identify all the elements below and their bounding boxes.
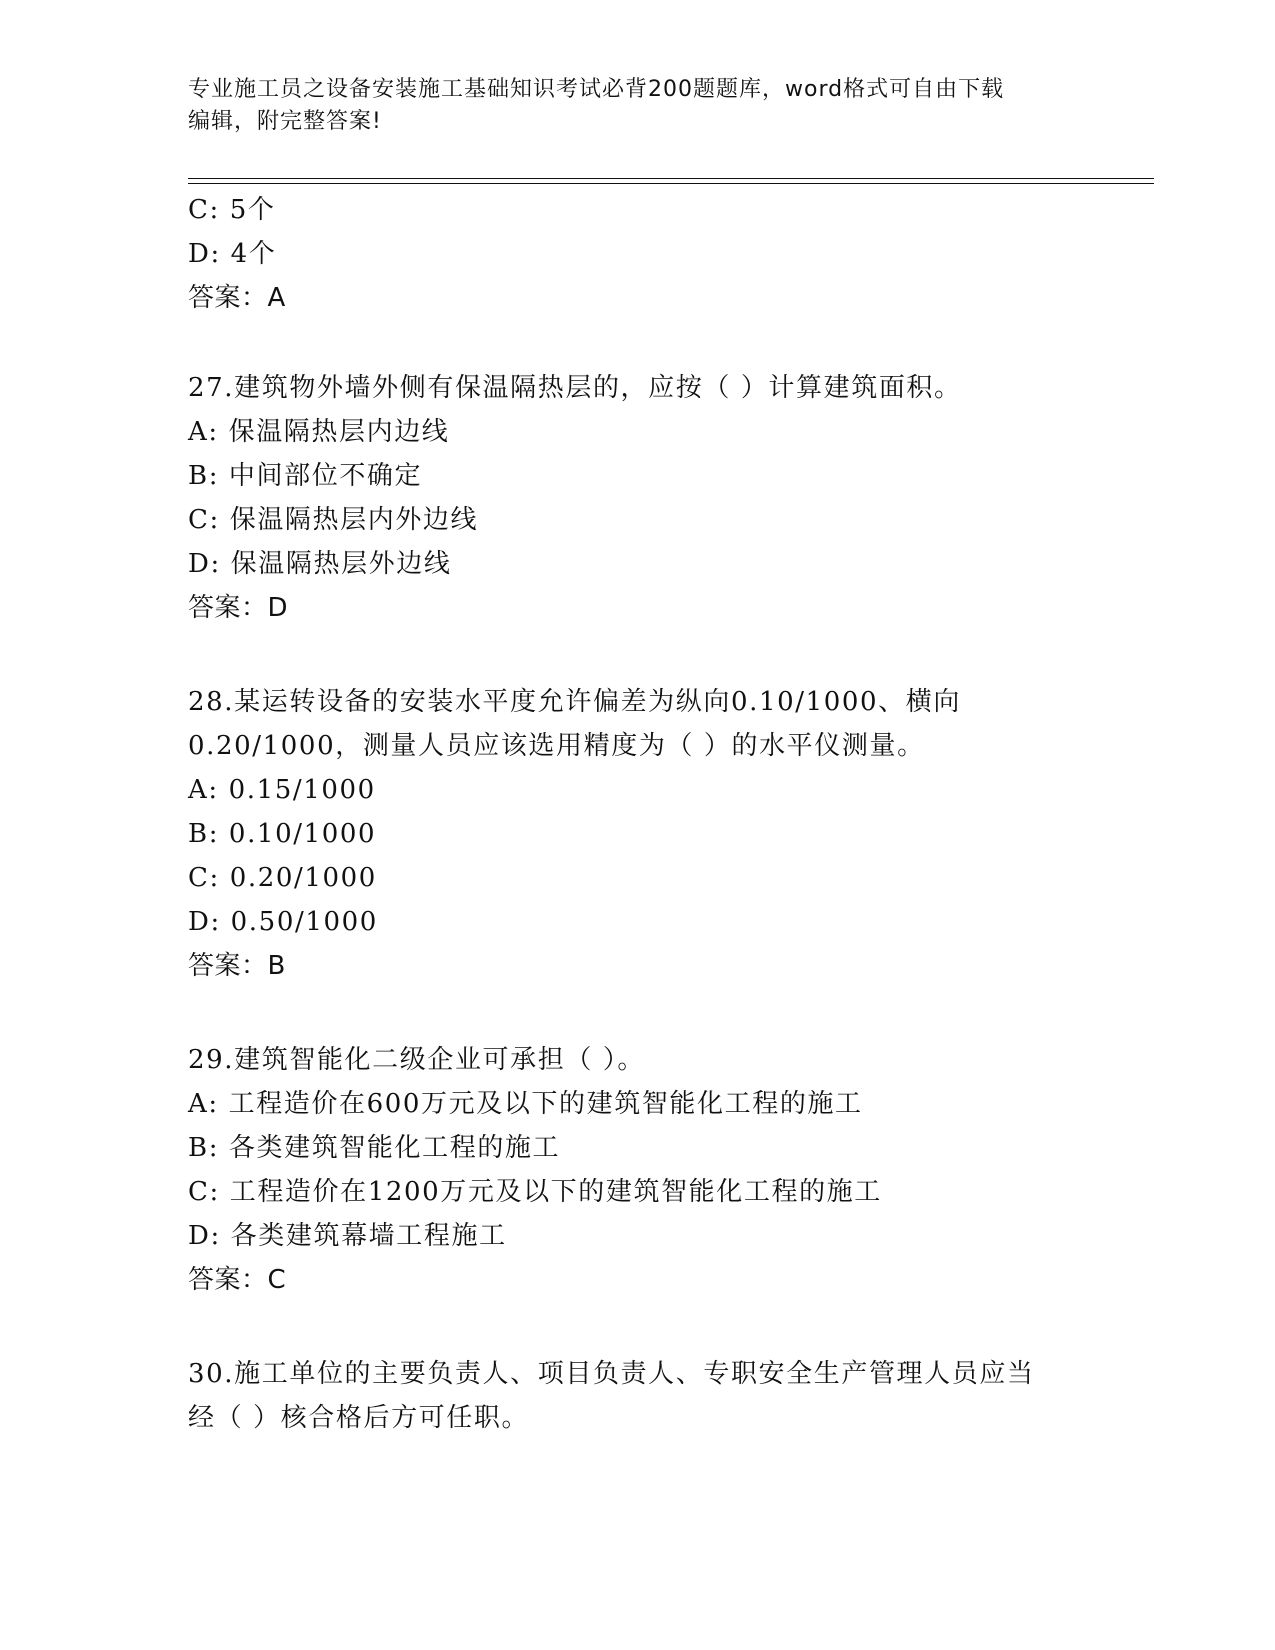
q28-option-b: B: 0.10/1000	[188, 819, 377, 849]
header-line-2: 编辑，附完整答案!	[188, 109, 382, 134]
q29-option-b: B: 各类建筑智能化工程的施工	[188, 1133, 561, 1163]
q29-stem: 29.建筑智能化二级企业可承担（ ）。	[188, 1045, 646, 1075]
q27-option-c: C: 保温隔热层内外边线	[188, 505, 479, 535]
q30-stem-line-1: 30.施工单位的主要负责人、项目负责人、专职安全生产管理人员应当	[188, 1359, 1035, 1389]
q27-answer: 答案：D	[188, 593, 289, 623]
q29-option-d: D: 各类建筑幕墙工程施工	[188, 1221, 507, 1251]
q28-option-a: A: 0.15/1000	[188, 775, 376, 805]
header-divider-bottom	[188, 183, 1154, 184]
q26-option-c: C: 5个	[188, 195, 276, 225]
q28-stem-line-2: 0.20/1000，测量人员应该选用精度为（ ）的水平仪测量。	[188, 731, 925, 761]
q28-option-c: C: 0.20/1000	[188, 863, 377, 893]
document-header	[188, 74, 1068, 138]
q28-answer: 答案：B	[188, 951, 286, 981]
q26-option-d: D: 4个	[188, 239, 277, 269]
q28-option-d: D: 0.50/1000	[188, 907, 378, 937]
header-line-1: 专业施工员之设备安装施工基础知识考试必背200题题库，word格式可自由下载	[188, 77, 1005, 102]
q27-option-b: B: 中间部位不确定	[188, 461, 423, 491]
q30-stem-line-2: 经（ ）核合格后方可任职。	[188, 1403, 530, 1433]
q27-option-a: A: 保温隔热层内边线	[188, 417, 450, 447]
q28-stem-line-1: 28.某运转设备的安装水平度允许偏差为纵向0.10/1000、横向	[188, 687, 961, 717]
q26-answer: 答案：A	[188, 283, 286, 313]
q27-option-d: D: 保温隔热层外边线	[188, 549, 452, 579]
q29-answer: 答案：C	[188, 1265, 287, 1295]
q29-option-a: A: 工程造价在600万元及以下的建筑智能化工程的施工	[188, 1089, 863, 1119]
q27-stem: 27.建筑物外墙外侧有保温隔热层的，应按（ ）计算建筑面积。	[188, 373, 962, 403]
header-divider-top	[188, 178, 1154, 179]
q29-option-c: C: 工程造价在1200万元及以下的建筑智能化工程的施工	[188, 1177, 882, 1207]
